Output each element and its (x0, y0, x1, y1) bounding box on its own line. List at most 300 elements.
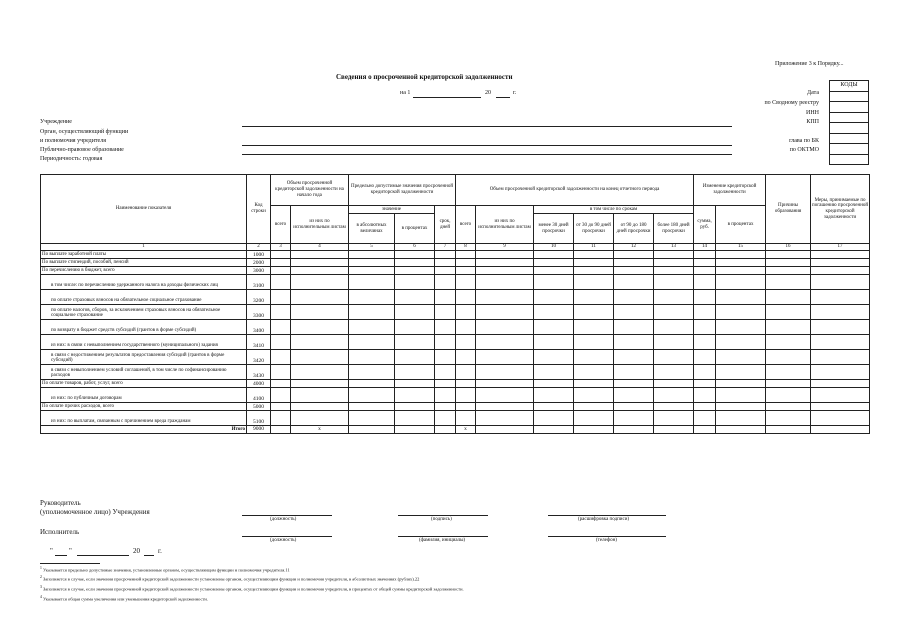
value-cell[interactable] (349, 259, 395, 267)
head-decoding-field (548, 515, 666, 516)
value-cell[interactable] (271, 365, 291, 380)
row-name: в связи с недостижением результатов предоставления субсидий (грантов в форме субсидий) (41, 350, 247, 365)
code-cell-extra (830, 155, 868, 165)
row-name: в том числе: по перечислению удержанного налога на доходы физических лиц (41, 275, 247, 290)
value-cell[interactable] (534, 320, 574, 335)
value-cell[interactable] (574, 320, 614, 335)
value-cell[interactable] (694, 305, 716, 320)
cap-position-2: (должность) (270, 538, 297, 543)
row-code: 3420 (247, 350, 271, 365)
value-cell[interactable] (694, 259, 716, 267)
value-cell[interactable] (291, 320, 349, 335)
value-cell[interactable] (395, 251, 435, 259)
value-cell[interactable] (716, 267, 766, 275)
value-cell[interactable] (574, 290, 614, 305)
value-cell[interactable] (716, 320, 766, 335)
value-cell[interactable] (716, 350, 766, 365)
value-cell[interactable] (716, 290, 766, 305)
row-code: 3000 (247, 267, 271, 275)
value-cell[interactable] (811, 259, 870, 267)
row-name: По оплате товаров, работ, услуг, всего (41, 380, 247, 388)
date-suffix: г. (513, 90, 517, 96)
page-title: Сведения о просроченной кредиторской задолженности (336, 73, 513, 81)
value-cell[interactable] (534, 350, 574, 365)
value-cell[interactable] (271, 335, 291, 350)
row-code: 2000 (247, 259, 271, 267)
value-cell[interactable] (811, 305, 870, 320)
value-cell[interactable] (766, 350, 811, 365)
code-cell-date (830, 92, 868, 103)
value-cell[interactable] (291, 305, 349, 320)
value-cell[interactable] (716, 365, 766, 380)
value-cell[interactable] (534, 267, 574, 275)
value-cell[interactable] (456, 403, 476, 411)
value-cell[interactable] (574, 365, 614, 380)
value-cell[interactable] (349, 267, 395, 275)
value-cell[interactable] (654, 259, 694, 267)
col-number: 6 (395, 244, 435, 251)
value-cell[interactable] (534, 305, 574, 320)
value-cell[interactable] (291, 267, 349, 275)
sign-year-prefix: 20 (133, 547, 140, 555)
row-code: 3400 (247, 320, 271, 335)
value-cell[interactable] (349, 290, 395, 305)
value-cell[interactable] (811, 267, 870, 275)
value-cell[interactable] (435, 275, 456, 290)
value-cell[interactable] (614, 251, 654, 259)
value-cell[interactable] (435, 350, 456, 365)
value-cell[interactable] (694, 411, 716, 426)
value-cell[interactable] (766, 290, 811, 305)
value-cell[interactable] (349, 350, 395, 365)
value-cell[interactable] (766, 411, 811, 426)
value-cell[interactable] (395, 380, 435, 388)
value-cell[interactable] (456, 320, 476, 335)
code-cell-chapter (830, 134, 868, 145)
value-cell[interactable] (456, 259, 476, 267)
value-cell[interactable] (395, 350, 435, 365)
value-cell[interactable] (271, 267, 291, 275)
value-cell[interactable] (456, 365, 476, 380)
code-cell-oktmo (830, 144, 868, 155)
value-cell[interactable] (534, 388, 574, 403)
sign-day-field (55, 555, 67, 556)
value-cell[interactable] (291, 411, 349, 426)
label-entity: Публично-правовое образование (40, 147, 124, 153)
value-cell[interactable] (811, 365, 870, 380)
value-cell[interactable] (271, 388, 291, 403)
value-cell[interactable] (614, 275, 654, 290)
table-row (41, 290, 870, 305)
value-cell[interactable] (614, 365, 654, 380)
label-chapter: глава по БК (789, 138, 819, 144)
value-cell[interactable] (456, 275, 476, 290)
value-cell[interactable] (654, 365, 694, 380)
value-cell[interactable] (349, 388, 395, 403)
h-code: Код строки (247, 175, 271, 244)
value-cell[interactable] (476, 403, 534, 411)
codes-header: КОДЫ (830, 81, 868, 92)
value-cell[interactable] (395, 403, 435, 411)
value-cell[interactable] (435, 320, 456, 335)
value-cell[interactable] (476, 380, 534, 388)
value-cell[interactable] (716, 403, 766, 411)
value-cell[interactable] (811, 380, 870, 388)
value-cell[interactable] (811, 411, 870, 426)
value-cell[interactable] (395, 267, 435, 275)
value-cell[interactable] (456, 251, 476, 259)
value-cell[interactable] (614, 380, 654, 388)
value-cell[interactable] (694, 335, 716, 350)
value-cell[interactable] (766, 320, 811, 335)
value-cell[interactable] (766, 275, 811, 290)
total-code: 9000 (247, 426, 271, 434)
cap-signature: (подпись) (431, 517, 452, 522)
value-cell[interactable] (654, 380, 694, 388)
value-cell[interactable] (476, 335, 534, 350)
h-end-total: всего (456, 206, 476, 244)
value-cell[interactable] (456, 335, 476, 350)
value-cell[interactable] (534, 380, 574, 388)
value-cell[interactable] (811, 350, 870, 365)
value-cell[interactable] (654, 350, 694, 365)
value-cell[interactable] (534, 259, 574, 267)
value-cell[interactable] (766, 388, 811, 403)
row-name: из них: по публичным договорам (41, 388, 247, 403)
value-cell[interactable] (716, 305, 766, 320)
value-cell[interactable] (271, 380, 291, 388)
value-cell[interactable] (614, 320, 654, 335)
value-cell[interactable] (271, 251, 291, 259)
value-cell[interactable] (291, 290, 349, 305)
row-code: 4100 (247, 388, 271, 403)
footnote-3: $^3$ Заполняется в случае, если значения просроченной кредиторской задолженности установлены органом, осуществляющим функции и полномочия учредителя, в процентах от общей суммы кредиторской задолженности. (40, 585, 464, 592)
total-label: Итого (41, 426, 247, 434)
value-cell[interactable] (574, 305, 614, 320)
value-cell[interactable] (349, 275, 395, 290)
head-signature-field (398, 515, 488, 516)
value-cell[interactable] (435, 388, 456, 403)
value-cell[interactable] (811, 320, 870, 335)
value-cell[interactable] (534, 290, 574, 305)
value-cell[interactable] (654, 275, 694, 290)
value-cell[interactable] (766, 335, 811, 350)
h-sum: сумма, руб. (694, 206, 716, 244)
value-cell[interactable] (435, 380, 456, 388)
col-number: 9 (476, 244, 534, 251)
h-measures: Меры, принимаемые по погашению просроченной кредиторской задолженности (811, 175, 870, 244)
value-cell[interactable] (811, 335, 870, 350)
value-cell[interactable] (716, 335, 766, 350)
value-cell[interactable] (476, 267, 534, 275)
row-name: По выплате заработной платы (41, 251, 247, 259)
row-code: 3430 (247, 365, 271, 380)
h-reason: Причины образования (766, 175, 811, 244)
value-cell[interactable] (614, 335, 654, 350)
institution-field (242, 126, 732, 127)
row-name: По выплате стипендий, пособий, пенсий (41, 259, 247, 267)
value-cell[interactable] (435, 411, 456, 426)
value-cell[interactable] (476, 275, 534, 290)
value-cell[interactable] (476, 365, 534, 380)
value-cell[interactable] (574, 259, 614, 267)
h-30-90: от 30 до 90 дней просрочки (574, 214, 614, 244)
value-cell[interactable] (766, 403, 811, 411)
value-cell[interactable] (811, 290, 870, 305)
value-cell[interactable] (271, 290, 291, 305)
value-cell[interactable] (476, 320, 534, 335)
value-cell[interactable] (574, 350, 614, 365)
row-code: 5000 (247, 403, 271, 411)
value-cell[interactable] (476, 305, 534, 320)
value-cell[interactable] (395, 305, 435, 320)
value-cell[interactable] (766, 259, 811, 267)
value-cell[interactable] (716, 380, 766, 388)
row-name: по оплате налогов, сборов, за исключением страховых взносов на обязательное социальное страхование (41, 305, 247, 320)
sign-year-field (144, 555, 154, 556)
value-cell[interactable] (349, 305, 395, 320)
value-cell[interactable] (291, 275, 349, 290)
value-cell[interactable] (694, 320, 716, 335)
value-cell[interactable] (476, 251, 534, 259)
value-cell[interactable] (574, 403, 614, 411)
row-code: 4000 (247, 380, 271, 388)
col-number: 14 (694, 244, 716, 251)
value-cell[interactable] (614, 388, 654, 403)
value-cell[interactable] (574, 388, 614, 403)
overdue-debt-table (40, 174, 870, 434)
value-cell[interactable] (534, 335, 574, 350)
value-cell[interactable] (395, 320, 435, 335)
table-row (41, 335, 870, 350)
value-cell[interactable] (271, 305, 291, 320)
value-cell[interactable] (654, 290, 694, 305)
value-cell[interactable] (614, 259, 654, 267)
value-cell[interactable] (614, 411, 654, 426)
value-cell[interactable] (574, 380, 614, 388)
value-cell[interactable] (574, 411, 614, 426)
date-year-field (496, 97, 510, 98)
value-cell[interactable] (456, 411, 476, 426)
value-cell[interactable] (349, 335, 395, 350)
value-cell[interactable] (435, 365, 456, 380)
value-cell[interactable] (476, 259, 534, 267)
value-cell[interactable] (654, 335, 694, 350)
value-cell[interactable] (395, 290, 435, 305)
label-date: Дата (807, 90, 819, 96)
table-row (41, 365, 870, 380)
label-inn: ИНН (806, 110, 819, 116)
value-cell[interactable] (716, 251, 766, 259)
founder-field (242, 145, 732, 146)
value-cell[interactable] (395, 259, 435, 267)
value-cell[interactable] (349, 251, 395, 259)
value-cell[interactable] (654, 267, 694, 275)
value-cell[interactable] (534, 251, 574, 259)
value-cell[interactable] (694, 290, 716, 305)
value-cell[interactable] (395, 335, 435, 350)
value-cell[interactable] (654, 320, 694, 335)
head-label-1: Руководитель (40, 499, 81, 507)
row-code: 1000 (247, 251, 271, 259)
h-change: Изменение кредиторской задолженности (694, 175, 766, 206)
value-cell[interactable] (574, 275, 614, 290)
value-cell[interactable] (694, 380, 716, 388)
value-cell[interactable] (395, 388, 435, 403)
value-cell[interactable] (435, 305, 456, 320)
value-cell[interactable] (476, 411, 534, 426)
col-number: 5 (349, 244, 395, 251)
value-cell[interactable] (291, 403, 349, 411)
row-name: из них: по выплатам, связанным с причинением вреда гражданам (41, 411, 247, 426)
value-cell[interactable] (614, 267, 654, 275)
value-cell[interactable] (766, 365, 811, 380)
value-cell[interactable] (694, 403, 716, 411)
value-cell[interactable] (694, 365, 716, 380)
value-cell[interactable] (271, 403, 291, 411)
value-cell[interactable] (654, 305, 694, 320)
value-cell[interactable] (349, 380, 395, 388)
value-cell[interactable] (435, 259, 456, 267)
value-cell[interactable] (694, 275, 716, 290)
table-row-total (41, 426, 870, 434)
value-cell[interactable] (614, 403, 654, 411)
h-end-exec: из них по исполнительным листам (476, 206, 534, 244)
value-cell[interactable] (349, 403, 395, 411)
footnote-4: $^4$ Указывается общая сумма увеличения или уменьшения кредиторской задолженности. (40, 595, 208, 602)
value-cell[interactable] (654, 251, 694, 259)
date-quote-open: " (50, 547, 53, 555)
date-day-month-field (413, 97, 481, 98)
row-name: по возврату в бюджет средств субсидий (грантов в форме субсидий) (41, 320, 247, 335)
h-end: Объем просроченной кредиторской задолженности на конец отчетного периода (456, 175, 694, 206)
executor-name-field (398, 536, 488, 537)
value-cell[interactable] (654, 411, 694, 426)
value-cell[interactable] (271, 275, 291, 290)
value-cell[interactable] (291, 335, 349, 350)
value-cell[interactable] (476, 290, 534, 305)
value-cell[interactable] (766, 305, 811, 320)
value-cell[interactable] (349, 411, 395, 426)
value-cell[interactable] (694, 251, 716, 259)
value-cell[interactable] (811, 275, 870, 290)
value-cell[interactable] (766, 251, 811, 259)
value-cell[interactable] (534, 403, 574, 411)
value-cell[interactable] (694, 388, 716, 403)
value-cell[interactable] (574, 251, 614, 259)
value-cell[interactable] (614, 290, 654, 305)
col-number: 7 (435, 244, 456, 251)
value-cell[interactable] (435, 290, 456, 305)
value-cell[interactable] (435, 251, 456, 259)
head-label-2: (уполномоченное лицо) Учреждения (40, 508, 150, 516)
row-name: из них: в связи с невыполнением государственного (муниципального) задания (41, 335, 247, 350)
value-cell[interactable] (349, 320, 395, 335)
codes-box (829, 80, 869, 165)
value-cell[interactable] (534, 411, 574, 426)
value-cell[interactable] (811, 388, 870, 403)
value-cell[interactable] (456, 290, 476, 305)
value-cell[interactable] (574, 335, 614, 350)
value-cell[interactable] (694, 350, 716, 365)
value-cell[interactable] (456, 388, 476, 403)
value-cell[interactable] (395, 365, 435, 380)
value-cell[interactable] (435, 335, 456, 350)
table-row (41, 320, 870, 335)
value-cell[interactable] (534, 365, 574, 380)
row-code: 3410 (247, 335, 271, 350)
value-cell[interactable] (456, 267, 476, 275)
value-cell[interactable] (456, 380, 476, 388)
value-cell[interactable] (271, 320, 291, 335)
label-registry: по Сводному реестру (764, 100, 819, 106)
row-code: 3200 (247, 290, 271, 305)
value-cell[interactable] (435, 403, 456, 411)
h-value: значение (349, 206, 435, 214)
h-pct2: в процентах (716, 206, 766, 244)
value-cell[interactable] (349, 365, 395, 380)
value-cell[interactable] (614, 350, 654, 365)
value-cell[interactable] (395, 411, 435, 426)
value-cell[interactable] (456, 350, 476, 365)
value-cell[interactable] (716, 259, 766, 267)
value-cell[interactable] (766, 267, 811, 275)
value-cell[interactable] (291, 388, 349, 403)
value-cell[interactable] (291, 365, 349, 380)
value-cell[interactable] (654, 388, 694, 403)
value-cell[interactable] (716, 275, 766, 290)
value-cell[interactable] (476, 388, 534, 403)
value-cell[interactable] (271, 411, 291, 426)
value-cell[interactable] (435, 267, 456, 275)
value-cell[interactable] (271, 350, 291, 365)
value-cell[interactable] (716, 411, 766, 426)
value-cell[interactable] (395, 275, 435, 290)
value-cell[interactable] (476, 350, 534, 365)
row-code: 3300 (247, 305, 271, 320)
label-kpp: КПП (806, 119, 819, 125)
code-cell-inn (830, 113, 868, 124)
value-cell[interactable] (291, 380, 349, 388)
value-cell[interactable] (291, 350, 349, 365)
value-cell[interactable] (766, 380, 811, 388)
value-cell[interactable] (574, 267, 614, 275)
h-start-exec: из них по исполнительным листам (291, 206, 349, 244)
value-cell[interactable] (654, 403, 694, 411)
table-row (41, 411, 870, 426)
value-cell[interactable] (694, 267, 716, 275)
value-cell[interactable] (291, 251, 349, 259)
date-prefix: на 1 (400, 90, 411, 96)
value-cell[interactable] (614, 305, 654, 320)
sign-year-suffix: г. (158, 547, 162, 555)
row-code: 5100 (247, 411, 271, 426)
value-cell[interactable] (716, 388, 766, 403)
value-cell[interactable] (271, 259, 291, 267)
h-start-total: всего (271, 206, 291, 244)
row-name: по оплате страховых взносов на обязательное социальное страхование (41, 290, 247, 305)
executor-label: Исполнитель (40, 528, 80, 536)
value-cell[interactable] (291, 259, 349, 267)
h-term: срок, дней (435, 206, 456, 244)
row-code: 3100 (247, 275, 271, 290)
value-cell[interactable] (811, 403, 870, 411)
value-cell[interactable] (456, 305, 476, 320)
value-cell[interactable] (534, 275, 574, 290)
row-name: По перечислению в бюджет, всего (41, 267, 247, 275)
executor-position-field (242, 536, 332, 537)
value-cell[interactable] (811, 251, 870, 259)
